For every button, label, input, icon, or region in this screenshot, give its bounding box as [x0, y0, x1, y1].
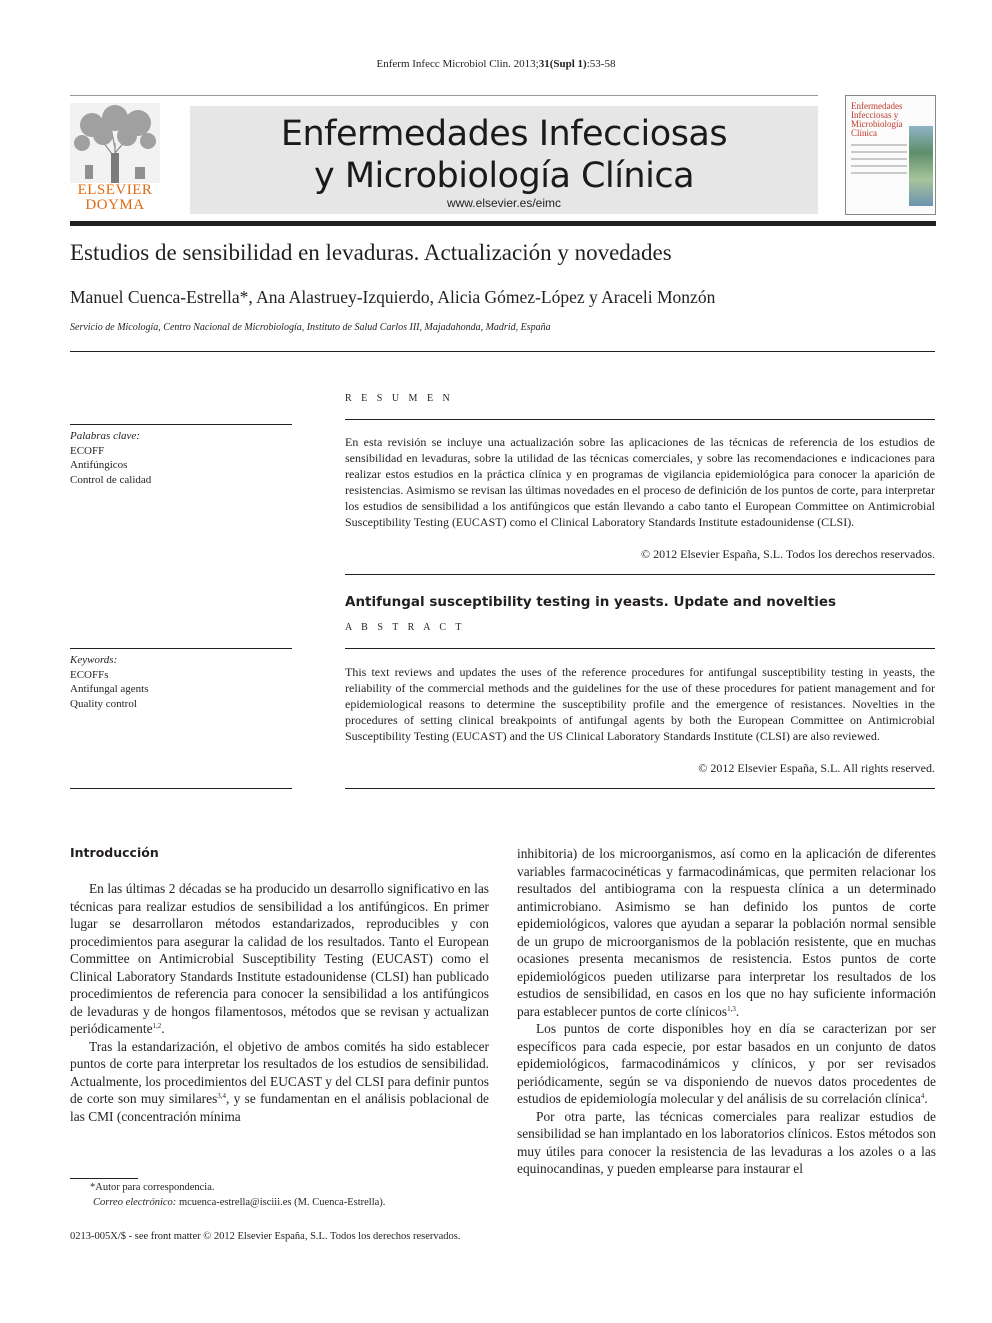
footnote-rule [70, 1178, 138, 1179]
publisher-wordmark: ELSEVIER DOYMA [77, 182, 153, 213]
body-column-right [517, 845, 936, 1178]
corresponding-author-note: *Autor para correspondencia. [90, 1182, 215, 1193]
author-list: Manuel Cuenca-Estrella*, Ana Alastruey-Izquierdo, Alicia Gómez-López y Araceli Monzón [70, 287, 716, 307]
abstract-text: This text reviews and updates the uses of the reference procedures for antifungal susceptibility testing in yeasts, the reliability of the commercial methods and the guidelines for the use of these procedures for patient management and for epidemiological reasons to determine the susceptibility profile and the emergence of resistances. Novelties in the procedures of setting clinical breakpoints of antifungal agents by both the European Committee on Antimicrobial Susceptibility Testing (EUCAST) and the US Clinical Laboratory Standards Institute (CLSI) are also reviewed. [345, 665, 935, 743]
body-column-left [70, 880, 489, 1125]
english-title: Antifungal susceptibility testing in yeasts. Update and novelties [345, 594, 837, 610]
keywords-en [70, 653, 292, 711]
article-title: Estudios de sensibilidad en levaduras. Actualización y novedades [70, 240, 672, 265]
keywords-es-heading: Palabras clave: [70, 430, 140, 442]
keyword-en: Antifungal agents [70, 683, 149, 695]
keywords-en-heading: Keywords: [70, 654, 118, 666]
abstract-end-rule [345, 788, 935, 789]
author-affiliation: Servicio de Micología, Centro Nacional de Microbiología, Instituto de Salud Carlos III, Majadahonda, Madrid, España [70, 322, 551, 333]
keyword-en: Quality control [70, 697, 137, 710]
body-paragraph: Los puntos de corte disponibles hoy en día se caracterizan por ser específicos para cada especie, por estar basados en un conjunto de datos epidemiológicos, farmacodinámicos y clínicos, y por ser revisados periódicamente, según se va disponiendo de nuevos datos procedentes de estudios de epidemiología molecular y del análisis de su correlación clínica$^4$. [517, 1021, 936, 1106]
author-email-link[interactable]: mcuenca-estrella@isciii.es (M. Cuenca-Estrella). [176, 1197, 386, 1208]
keyword-es: Control de calidad [70, 473, 152, 486]
journal-cover-thumbnail [845, 95, 936, 215]
body-paragraph: En las últimas 2 décadas se ha producido un desarrollo significativo en las técnicas para realizar estudios de sensibilidad a los antifúngicos. En primer lugar se desarrollaron métodos estandarizados, reproducibles y con procedimientos para asegurar la calidad de los resultados. Tanto el European Committee on Antimicrobial Susceptibility Testing (EUCAST) como el Clinical Laboratory Standards Institute estadounidense (CLSI) han publicado procedimientos de referencia para conocer la sensibilidad a los antifúngicos de levaduras y de hongos filamentosos, métodos que se revisan y actualizan periódicamente$^{1,2}$. [70, 881, 489, 1036]
resumen-label: R E S U M E N [345, 393, 454, 404]
resumen-copyright: © 2012 Elsevier España, S.L. Todos los derechos reservados. [641, 547, 935, 561]
header-bottom-rule [70, 221, 936, 226]
journal-url[interactable]: www.elsevier.es/eimc [446, 196, 562, 210]
journal-title: Enfermedades Infecciosas y Microbiología Clínica [280, 114, 728, 196]
keywords-es [70, 429, 292, 487]
abstract-copyright: © 2012 Elsevier España, S.L. All rights reserved. [698, 761, 935, 775]
keywords-end-rule [70, 788, 292, 789]
keywords-es-rule [70, 424, 292, 425]
issn-line: 0213-005X/$ - see front matter © 2012 Elsevier España, S.L. Todos los derechos reservados. [70, 1231, 461, 1242]
journal-citation: Enferm Infecc Microbiol Clin. 2013;31(Supl 1):53-58 [376, 58, 616, 70]
keyword-es: ECOFF [70, 444, 105, 457]
resumen-text: En esta revisión se incluye una actualización sobre las aplicaciones de las técnicas de referencia de los estudios de sensibilidad en levaduras, sobre la utilidad de las técnicas comerciales, y sobre las recomendaciones e indicaciones para realizar estos estudios en la práctica clínica y en programas de vigilancia epidemiológica para conocer la aparición de resistencias. Asimismo se revisan las últimas novedades en el proceso de definición de los puntos de corte, para interpretar los estudios de sensibilidad a los antifúngicos que están llevando a cabo tanto el European Committee on Antimicrobial Susceptibility Testing (EUCAST) como el Clinical Laboratory Standards Institute estadounidense (CLSI). [345, 435, 935, 529]
author-email-note: Correo electrónico: mcuenca-estrella@isciii.es (M. Cuenca-Estrella). [93, 1197, 386, 1208]
resumen-rule [345, 419, 935, 420]
abstract-label: A B S T R A C T [345, 622, 466, 633]
header-top-rule [70, 95, 818, 96]
cover-text-lines [851, 144, 907, 179]
abstract-rule [345, 648, 935, 649]
body-paragraph: inhibitoria) de los microorganismos, así como en la aplicación de diferentes variables farmacocinéticas y farmacodinámicas, que permiten relacionar los resultados del antibiograma con la respuesta clínica a un determinado antimicrobiano. Asimismo se han definido los puntos de corte epidemiológicos, valores que ayudan a separar la población normal sensible de un grupo de microorganismos de la población resistente, que en muchas ocasiones presenta mecanismos de resistencia. Estos puntos de corte epidemiológicos pueden utilizarse para interpretar los resultados de los estudios de sensibilidad, en casos en los que no hay suficiente información para establecer puntos de corte clínicos$^{1,3}$. [517, 846, 936, 1019]
body-paragraph: Por otra parte, las técnicas comerciales para realizar estudios de sensibilidad se han implantado en los laboratorios clínicos. Estos métodos son muy útiles para conocer la resistencia de las levaduras a los azoles o a las equinocandinas, y pueden emplearse para instaurar el [517, 1108, 936, 1176]
keyword-es: Antifúngicos [70, 459, 128, 471]
section-heading-introduccion: Introducción [70, 845, 159, 860]
resumen-end-rule [345, 574, 935, 575]
cover-image [909, 126, 933, 206]
title-block-rule [70, 351, 935, 352]
keyword-en: ECOFFs [70, 668, 109, 681]
cover-title: Enfermedades Infecciosas y Microbiología Clínica [851, 101, 903, 138]
keywords-en-rule [70, 648, 292, 649]
body-paragraph: Tras la estandarización, el objetivo de ambos comités ha sido establecer puntos de corte para interpretar los resultados de los estudios de sensibilidad. Actualmente, los procedimientos del EUCAST y del CLSI para definir puntos de corte son muy similares$^{3,4}$, y se fundamentan en el análisis poblacional de las CMI (concentración mínima [70, 1038, 489, 1124]
